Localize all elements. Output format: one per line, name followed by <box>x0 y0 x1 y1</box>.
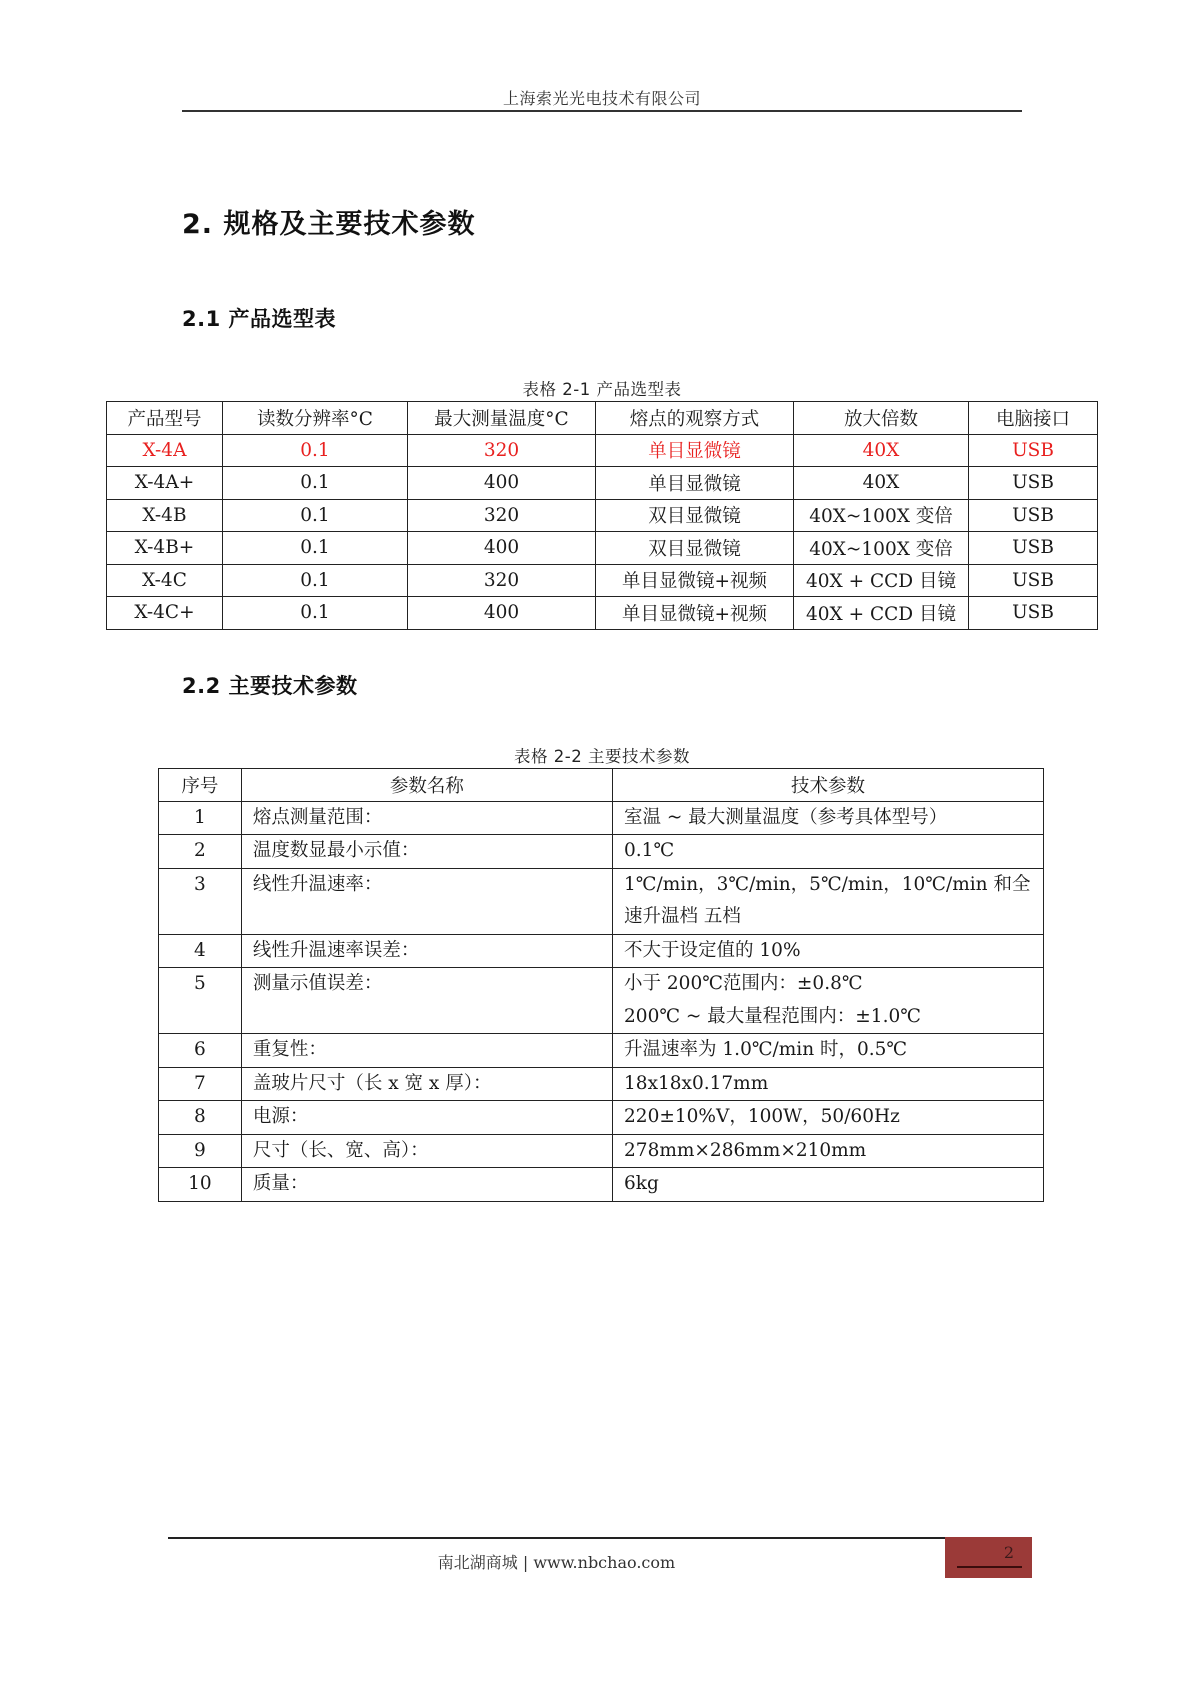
page-number-box <box>945 1537 1032 1578</box>
cell-number: 8 <box>159 1101 242 1135</box>
cell-model: X-4A <box>107 434 223 467</box>
cell-model: X-4C+ <box>107 597 223 630</box>
cell-magnification: 40X <box>794 467 969 500</box>
cell-number: 5 <box>159 968 242 1034</box>
cell-observation: 单目显微镜+视频 <box>596 564 794 597</box>
cell-number: 4 <box>159 934 242 968</box>
table-row <box>159 1034 1044 1068</box>
cell-max-temp: 320 <box>408 434 596 467</box>
page-header-company: 上海索光光电技术有限公司 <box>502 89 701 108</box>
cell-max-temp: 320 <box>408 499 596 532</box>
cell-max-temp: 400 <box>408 467 596 500</box>
cell-observation: 双目显微镜 <box>596 499 794 532</box>
value-line: 278mm×286mm×210mm <box>624 1139 867 1161</box>
cell-param-value <box>613 934 1044 968</box>
cell-param-name: 线性升温速率误差： <box>241 934 612 968</box>
cell-number: 3 <box>159 868 242 934</box>
column-header-number: 序号 <box>159 769 242 802</box>
cell-interface: USB <box>969 564 1098 597</box>
table-row <box>159 934 1044 968</box>
cell-interface: USB <box>969 532 1098 565</box>
table-row <box>159 868 1044 934</box>
table-row <box>107 564 1098 597</box>
cell-magnification: 40X + CCD 目镜 <box>794 564 969 597</box>
cell-resolution: 0.1 <box>223 467 408 500</box>
value-line: 1℃/min，3℃/min，5℃/min，10℃/min 和全 <box>624 873 1031 895</box>
cell-param-value <box>613 801 1044 835</box>
value-line: 小于 200℃范围内：±0.8℃ <box>624 973 863 994</box>
footer-site-text: 南北湖商城 | www.nbchao.com <box>437 1553 676 1572</box>
cell-param-name: 盖玻片尺寸（长 x 宽 x 厚）： <box>241 1067 612 1101</box>
cell-model: X-4B <box>107 499 223 532</box>
cell-param-name: 尺寸（长、宽、高）： <box>241 1134 612 1168</box>
page-number-underline <box>957 1566 1022 1568</box>
table-row <box>159 1134 1044 1168</box>
table-row <box>159 1168 1044 1202</box>
cell-resolution: 0.1 <box>223 564 408 597</box>
cell-observation: 单目显微镜 <box>596 434 794 467</box>
table-row <box>107 532 1098 565</box>
cell-observation: 双目显微镜 <box>596 532 794 565</box>
column-header-param-value: 技术参数 <box>613 769 1044 802</box>
column-header-param-name: 参数名称 <box>241 769 612 802</box>
value-line: 200℃ ~ 最大量程范围内：±1.0℃ <box>624 1005 921 1027</box>
table-row <box>107 499 1098 532</box>
header-divider <box>182 110 1022 112</box>
cell-interface: USB <box>969 467 1098 500</box>
cell-number: 7 <box>159 1067 242 1101</box>
value-line: 0.1℃ <box>624 840 675 861</box>
table-row <box>159 801 1044 835</box>
cell-resolution: 0.1 <box>223 532 408 565</box>
cell-param-value <box>613 1168 1044 1202</box>
column-header-model: 产品型号 <box>107 402 223 435</box>
value-line: 18x18x0.17mm <box>624 1072 769 1094</box>
cell-param-name: 电源： <box>241 1101 612 1135</box>
table-row <box>159 968 1044 1034</box>
cell-observation: 单目显微镜 <box>596 467 794 500</box>
column-header-max-temp: 最大测量温度°C <box>408 402 596 435</box>
cell-param-name: 温度数显最小示值： <box>241 835 612 869</box>
cell-param-name: 质量： <box>241 1168 612 1202</box>
cell-number: 10 <box>159 1168 242 1202</box>
cell-param-name: 测量示值误差： <box>241 968 612 1034</box>
subsection-title-main-specs: 2.2 主要技术参数 <box>182 674 358 698</box>
column-header-observation: 熔点的观察方式 <box>596 402 794 435</box>
cell-param-value <box>613 1134 1044 1168</box>
table-header-row <box>107 402 1098 435</box>
cell-max-temp: 400 <box>408 597 596 630</box>
footer-divider <box>168 1537 945 1539</box>
value-line: 不大于设定值的 10% <box>624 939 801 961</box>
column-header-magnification: 放大倍数 <box>794 402 969 435</box>
table-row <box>107 597 1098 630</box>
cell-magnification: 40X~100X 变倍 <box>794 499 969 532</box>
cell-model: X-4C <box>107 564 223 597</box>
cell-param-value <box>613 835 1044 869</box>
cell-interface: USB <box>969 434 1098 467</box>
value-line: 速升温档 五档 <box>624 906 741 927</box>
table-row <box>159 1067 1044 1101</box>
cell-number: 2 <box>159 835 242 869</box>
cell-magnification: 40X + CCD 目镜 <box>794 597 969 630</box>
column-header-resolution: 读数分辨率°C <box>223 402 408 435</box>
cell-number: 6 <box>159 1034 242 1068</box>
cell-param-value <box>613 868 1044 934</box>
page-number: 2 <box>1003 1543 1014 1562</box>
table-row <box>107 434 1098 467</box>
subsection-title-product-selection: 2.1 产品选型表 <box>182 307 337 331</box>
value-line: 6kg <box>624 1173 659 1194</box>
section-title: 2. 规格及主要技术参数 <box>182 209 476 240</box>
cell-max-temp: 320 <box>408 564 596 597</box>
main-specs-table <box>158 768 1044 1202</box>
table-row <box>159 835 1044 869</box>
value-line: 室温 ~ 最大测量温度（参考具体型号） <box>624 806 948 828</box>
cell-model: X-4A+ <box>107 467 223 500</box>
cell-resolution: 0.1 <box>223 597 408 630</box>
cell-param-name: 线性升温速率： <box>241 868 612 934</box>
cell-number: 9 <box>159 1134 242 1168</box>
cell-param-value <box>613 1101 1044 1135</box>
cell-magnification: 40X~100X 变倍 <box>794 532 969 565</box>
cell-observation: 单目显微镜+视频 <box>596 597 794 630</box>
table-header-row <box>159 769 1044 802</box>
cell-param-value <box>613 968 1044 1034</box>
table-row <box>159 1101 1044 1135</box>
cell-param-value <box>613 1067 1044 1101</box>
value-line: 升温速率为 1.0℃/min 时，0.5℃ <box>624 1039 908 1060</box>
cell-interface: USB <box>969 499 1098 532</box>
cell-resolution: 0.1 <box>223 434 408 467</box>
cell-magnification: 40X <box>794 434 969 467</box>
cell-param-name: 熔点测量范围： <box>241 801 612 835</box>
cell-model: X-4B+ <box>107 532 223 565</box>
table-row <box>107 467 1098 500</box>
cell-resolution: 0.1 <box>223 499 408 532</box>
product-selection-table <box>106 401 1098 630</box>
column-header-interface: 电脑接口 <box>969 402 1098 435</box>
cell-param-value <box>613 1034 1044 1068</box>
value-line: 220±10%V，100W，50/60Hz <box>624 1106 900 1127</box>
table-caption-main-specs: 表格 2-2 主要技术参数 <box>514 747 690 766</box>
table-caption-product-selection: 表格 2-1 产品选型表 <box>522 380 682 399</box>
cell-param-name: 重复性： <box>241 1034 612 1068</box>
cell-max-temp: 400 <box>408 532 596 565</box>
cell-interface: USB <box>969 597 1098 630</box>
cell-number: 1 <box>159 801 242 835</box>
